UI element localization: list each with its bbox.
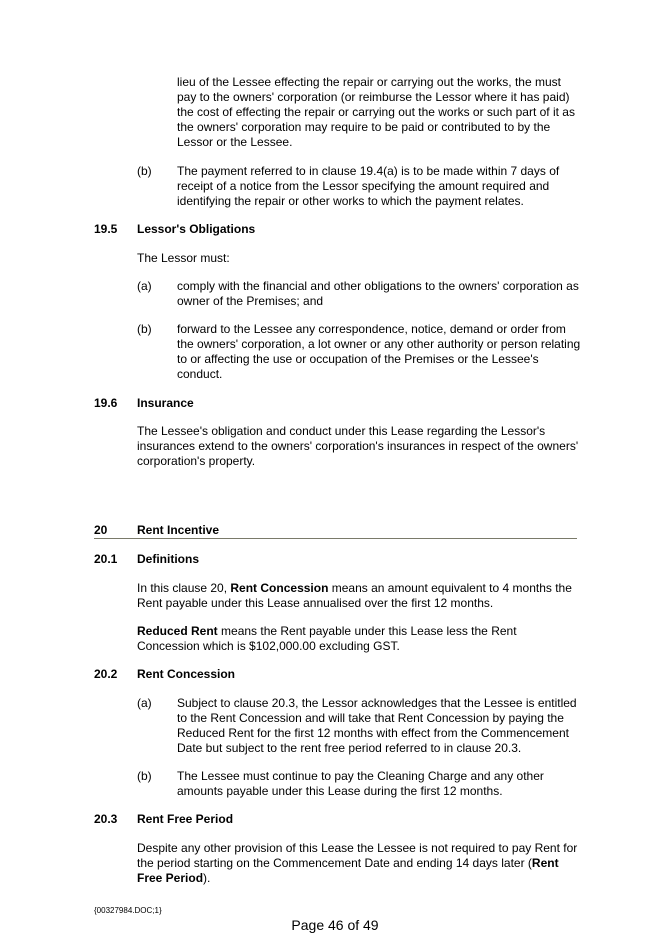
item-label: (a) bbox=[137, 696, 152, 710]
text-line: Lessor or the Lessee. bbox=[177, 135, 293, 149]
text-line bbox=[137, 581, 572, 596]
clause-heading: Rent Free Period bbox=[137, 812, 234, 826]
text-line: receipt of a notice from the Lessor specifying the amount required and bbox=[177, 179, 550, 193]
item-label: (a) bbox=[137, 279, 152, 293]
text-line: the cost of effecting the repair or carrying out the works or such part of it as bbox=[177, 105, 575, 119]
text-line: Reduced Rent for the first 12 months with effect from the Commencement bbox=[177, 726, 569, 740]
text: means an amount equivalent to 4 months the bbox=[328, 581, 572, 595]
clause-heading: Rent Incentive bbox=[137, 523, 220, 537]
text-line bbox=[137, 624, 517, 639]
item-label: (b) bbox=[137, 164, 152, 178]
clause-heading: Lessor's Obligations bbox=[137, 222, 256, 236]
text-line: insurances extend to the owners' corporation's insurances in respect of the owners' bbox=[137, 439, 579, 453]
text-line: comply with the financial and other obligations to the owners' corporation as bbox=[177, 279, 579, 293]
defined-term: Rent bbox=[531, 856, 559, 870]
text-line: The Lessee's obligation and conduct under this Lease regarding the Lessor's bbox=[137, 424, 546, 438]
text-line: forward to the Lessee any correspondence, notice, demand or order from bbox=[177, 322, 566, 336]
clause-heading: Rent Concession bbox=[137, 667, 236, 681]
clause-number: 19.6 bbox=[94, 396, 118, 410]
text: means the Rent payable under this Lease less the Rent bbox=[217, 624, 517, 638]
text-line: conduct. bbox=[177, 367, 223, 381]
clause-number: 20.2 bbox=[94, 667, 118, 681]
defined-term: Rent Concession bbox=[230, 581, 329, 595]
text-line: to the Rent Concession and will take that Rent Concession by paying the bbox=[177, 711, 564, 725]
text-line: The Lessee must continue to pay the Cleaning Charge and any other bbox=[177, 769, 544, 783]
clause-number: 20 bbox=[94, 523, 108, 537]
text-line: amounts payable under this Lease during the first 12 months. bbox=[177, 784, 503, 798]
text-line: Date but subject to the rent free period referred to in clause 20.3. bbox=[177, 741, 522, 755]
text-line: the owners' corporation, a lot owner or any other authority or person relating bbox=[177, 337, 581, 351]
clause-number: 20.1 bbox=[94, 552, 118, 566]
page-number: Page 46 of 49 bbox=[291, 917, 379, 933]
clause-heading: Definitions bbox=[137, 552, 199, 566]
text-line: owner of the Premises; and bbox=[177, 294, 324, 308]
text-line: The payment referred to in clause 19.4(a) is to be made within 7 days of bbox=[177, 164, 560, 178]
text-line: Despite any other provision of this Lease the Lessee is not required to pay Rent for bbox=[137, 841, 578, 855]
text-line: Concession which is $102,000.00 excluding GST. bbox=[137, 639, 400, 653]
text: the period starting on the Commencement Date and ending 14 days later ( bbox=[137, 856, 532, 870]
text-line: The Lessor must: bbox=[137, 251, 230, 265]
clause-heading: Insurance bbox=[137, 396, 194, 410]
item-label: (b) bbox=[137, 322, 152, 336]
text-line bbox=[137, 871, 210, 886]
text-line: the owners' corporation may require to be paid or contributed to by the bbox=[177, 120, 551, 134]
item-label: (b) bbox=[137, 769, 152, 783]
defined-term: Free Period bbox=[137, 871, 204, 885]
text-line bbox=[137, 856, 559, 871]
text-line: to or affecting the use or occupation of the Premises or the Lessee's bbox=[177, 352, 539, 366]
text: In this clause 20, bbox=[137, 581, 231, 595]
heading-rule bbox=[94, 538, 577, 539]
text-line: Subject to clause 20.3, the Lessor acknowledges that the Lessee is entitled bbox=[177, 696, 577, 710]
text-line: corporation's property. bbox=[137, 454, 256, 468]
clause-number: 19.5 bbox=[94, 222, 118, 236]
text-line: pay to the owners' corporation (or reimburse the Lessor where it has paid) bbox=[177, 90, 570, 104]
text: ). bbox=[203, 871, 211, 885]
clause-number: 20.3 bbox=[94, 812, 118, 826]
text-line: Rent payable under this Lease annualised over the first 12 months. bbox=[137, 596, 494, 610]
document-reference: {00327984.DOC;1} bbox=[94, 906, 162, 915]
text-line: lieu of the Lessee effecting the repair or carrying out the works, the must bbox=[177, 75, 561, 89]
defined-term: Reduced Rent bbox=[137, 624, 218, 638]
text-line: identifying the repair or other works to which the payment relates. bbox=[177, 194, 524, 208]
